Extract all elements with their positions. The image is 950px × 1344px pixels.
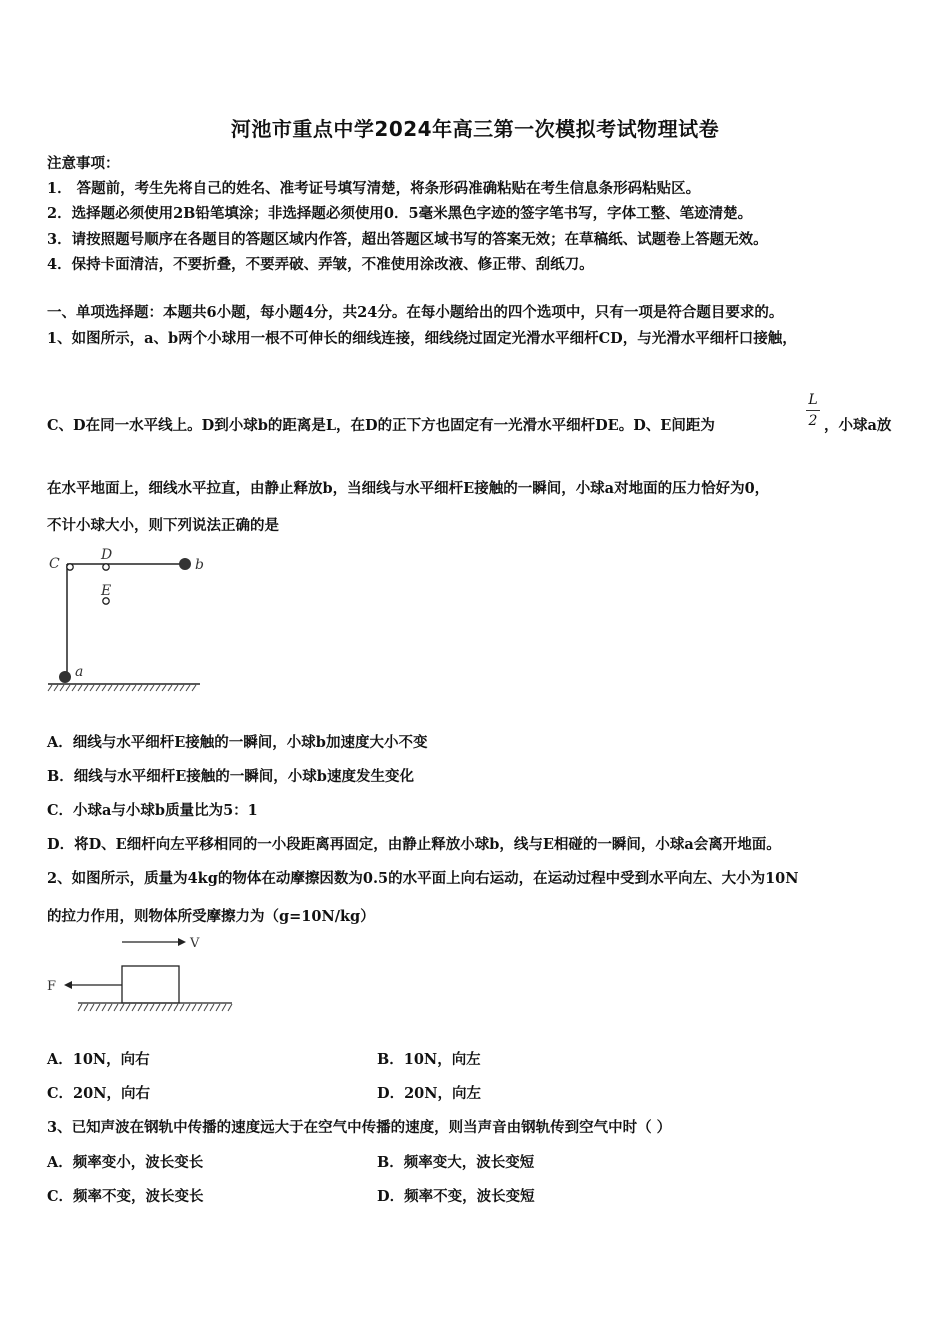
q1-text-line: 1、如图所示，a、b两个小球用一根不可伸长的细线连接，细线绕过固定光滑水平细杆CD，与光滑水平细杆口接触， [47,330,797,347]
ball-b-icon [179,558,191,570]
force-arrow-icon [64,981,72,989]
exam-title: 河池市重点中学2024年高三第一次模拟考试物理试卷 [230,117,720,141]
label-a: a [75,664,84,680]
rod-d-icon [103,564,109,570]
velocity-arrow-icon [178,938,186,946]
label-b: b [195,557,204,573]
q1-option-b: B．细线与水平细杆E接触的一瞬间，小球b速度发生变化 [47,768,414,785]
fraction-l-over-2 [806,392,820,429]
q1-option-d: D．将D、E细杆向左平移相同的一小段距离再固定，由静止释放小球b，线与E相碰的一瞬间，小球a会离开地面。 [47,836,781,853]
q1-text-line: 在水平地面上，细线水平拉直，由静止释放b，当细线与水平细杆E接触的一瞬间，小球a对地面的压力恰好为0， [47,480,770,497]
label-f: F [47,979,57,994]
q2-option-c: C．20N，向右 [47,1085,150,1102]
notice-item: 3．请按照题号顺序在各题目的答题区域内作答，超出答题区域书写的答案无效；在草稿纸、试题卷上答题无效。 [47,231,768,248]
fraction-numerator: L [808,392,818,408]
q2-figure [40,930,240,1020]
notice-heading: 注意事项： [47,155,120,172]
ball-a-icon [59,671,71,683]
label-e: E [101,583,112,599]
q1-option-a: A．细线与水平细杆E接触的一瞬间，小球b加速度大小不变 [47,734,428,751]
q3-text-line: 3、已知声波在钢轨中传播的速度远大于在空气中传播的速度，则当声音由钢轨传到空气中时（ ） [47,1119,672,1136]
q3-option-d: D．频率不变，波长变短 [377,1188,535,1205]
section-heading: 一、单项选择题：本题共6小题，每小题4分，共24分。在每小题给出的四个选项中，只有一项是符合题目要求的。 [47,304,784,321]
label-v: V [190,936,200,951]
fraction-denominator: 2 [808,413,818,429]
label-c: C [49,556,60,572]
q1-text-line-end: ，小球a放 [824,417,892,434]
q1-text-line: 不计小球大小，则下列说法正确的是 [47,517,279,534]
q1-option-c: C．小球a与小球b质量比为5：1 [47,802,258,819]
q2-option-a: A．10N，向右 [47,1051,150,1068]
rod-c-icon [67,564,73,570]
block-icon [122,966,179,1003]
q3-option-b: B．频率变大，波长变短 [377,1154,535,1171]
notice-item: 4．保持卡面清洁，不要折叠，不要弄破、弄皱，不准使用涂改液、修正带、刮纸刀。 [47,256,594,273]
q1-text-line: C、D在同一水平线上。D到小球b的距离是L，在D的正下方也固定有一光滑水平细杆DE。D、E间距为 [47,417,715,434]
label-d: D [101,547,113,563]
q3-option-a: A．频率变小，波长变长 [47,1154,204,1171]
q2-option-d: D．20N，向左 [377,1085,482,1102]
q1-figure [40,545,210,695]
q2-option-b: B．10N，向左 [377,1051,481,1068]
q2-text-line: 2、如图所示，质量为4kg的物体在动摩擦因数为0.5的水平面上向右运动，在运动过程中受到水平向左、大小为10N [47,870,799,887]
q2-text-line: 的拉力作用，则物体所受摩擦力为（g=10N/kg） [47,908,375,925]
notice-item: 1． 答题前，考生先将自己的姓名、准考证号填写清楚，将条形码准确粘贴在考生信息条形码粘贴区。 [47,180,701,197]
notice-item: 2．选择题必须使用2B铅笔填涂；非选择题必须使用0．5毫米黑色字迹的签字笔书写，字体工整、笔迹清楚。 [47,205,753,222]
q3-option-c: C．频率不变，波长变长 [47,1188,204,1205]
